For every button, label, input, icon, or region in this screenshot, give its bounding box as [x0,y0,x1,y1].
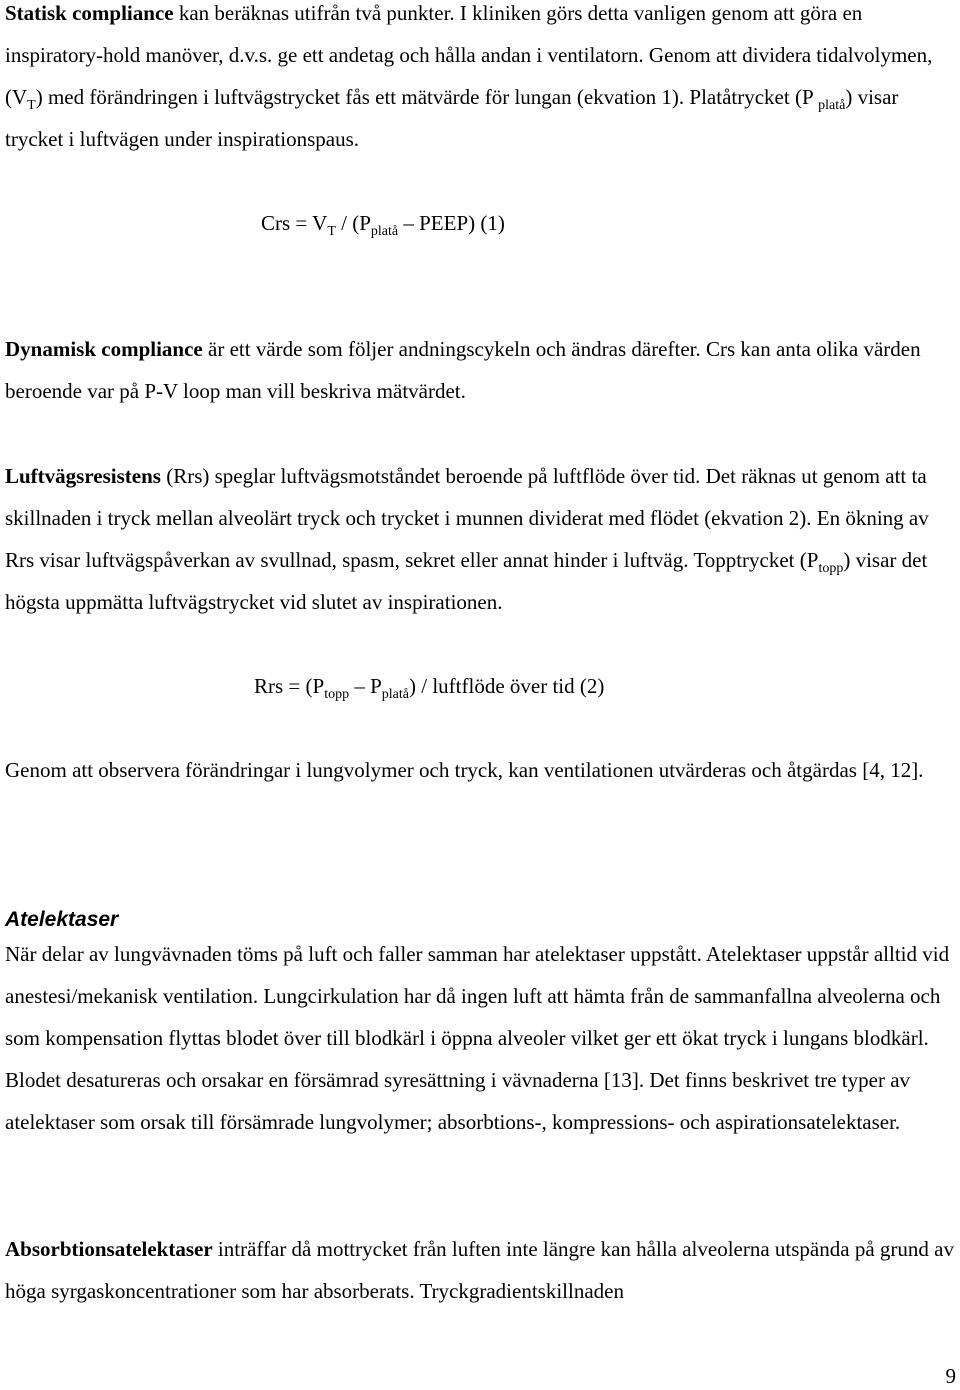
paragraph-text: ) visar trycket i luftvägen under inspirationspaus. [5,85,899,151]
subscript: platå [381,687,409,702]
paragraph-text: kan beräknas utifrån två punkter. I kliniken görs detta vanligen genom att göra en inspiratory-hold manöver, d.v.s. ge ett andetag och hålla andan i ventilatorn. Genom att dividera tidalvolymen, (V [5,1,933,109]
term-luftvagsresistens: Luftvägsresistens [5,464,161,488]
subscript: platå [370,224,399,239]
paragraph-text: är ett värde som följer andningscykeln och ändras därefter. Crs kan anta olika värden beroende var på P-V loop man vill beskriva mätvärdet. [5,337,921,403]
paragraph-text: Genom att observera förändringar i lungvolymer och tryck, kan ventilationen utvärderas och åtgärdas [4, 12]. [5,758,924,782]
paragraph-absorbtionsatelektaser [5,1228,955,1312]
paragraph-text: inträffar då mottrycket från luften inte längre kan hålla alveolerna utspända på grund av höga syrgaskoncentrationer som har absorberats. Tryckgradientskillnaden [5,1237,954,1303]
paragraph-text: ) med förändringen i luftvägstrycket fås ett mätvärde för lungan (ekvation 1). Platåtrycket (P [35,85,819,109]
paragraph-text: ) visar det högsta uppmätta luftvägstrycket vid slutet av inspirationen. [5,548,928,614]
subscript: platå [818,98,846,113]
page-number: 9 [945,1364,956,1388]
equation-text: – P [349,674,382,698]
term-dynamisk-compliance: Dynamisk compliance [5,337,203,361]
subscript: topp [324,687,350,702]
paragraph-text: (Rrs) speglar luftvägsmotståndet beroende på luftflöde över tid. Det räknas ut genom att ta skillnaden i tryck mellan alveolärt tryck och trycket i munnen dividerat med flödet (ekvation 2). En ökning av Rrs visar luftvägspåverkan av svullnad, spasm, sekret eller annat hinder i luftväg. Topptrycket (P [5,464,929,572]
term-statisk-compliance: Statisk compliance [5,1,174,25]
paragraph-statisk-compliance [5,0,955,160]
equation-text: Crs = V [261,211,328,235]
paragraph-dynamisk-compliance [5,328,955,412]
term-absorbtionsatelektaser: Absorbtionsatelektaser [5,1237,213,1261]
equation-text: / (P [335,211,371,235]
equation-2 [254,665,604,707]
equation-1 [261,202,505,244]
subscript: T [27,98,36,113]
paragraph-luftvagsresistens [5,455,955,623]
paragraph-text: När delar av lungvävnaden töms på luft och faller samman har atelektaser uppstått. Atelektaser uppstår alltid vid anestesi/mekanisk ventilation. Lungcirkulation har då ingen luft att hämta från de sammanfallna alveolerna och som kompensation flyttas blodet över till blodkärl i öppna alveoler vilket ger ett ökat tryck i lungans blodkärl. Blodet desatureras och orsakar en försämrad syresättning i vävnaderna [13]. Det finns beskrivet tre typer av atelektaser som orsak till försämrade lungvolymer; absorbtions-, kompressions- och aspirationsatelektaser. [5,942,950,1134]
subscript: T [327,224,336,239]
paragraph-observation [5,749,955,791]
paragraph-atelektaser [5,933,955,1143]
equation-text: – PEEP) (1) [398,211,505,235]
section-heading-atelektaser: Atelektaser [5,908,119,931]
equation-text: Rrs = (P [254,674,325,698]
equation-text: ) / luftflöde över tid (2) [409,674,605,698]
subscript: topp [818,561,844,576]
